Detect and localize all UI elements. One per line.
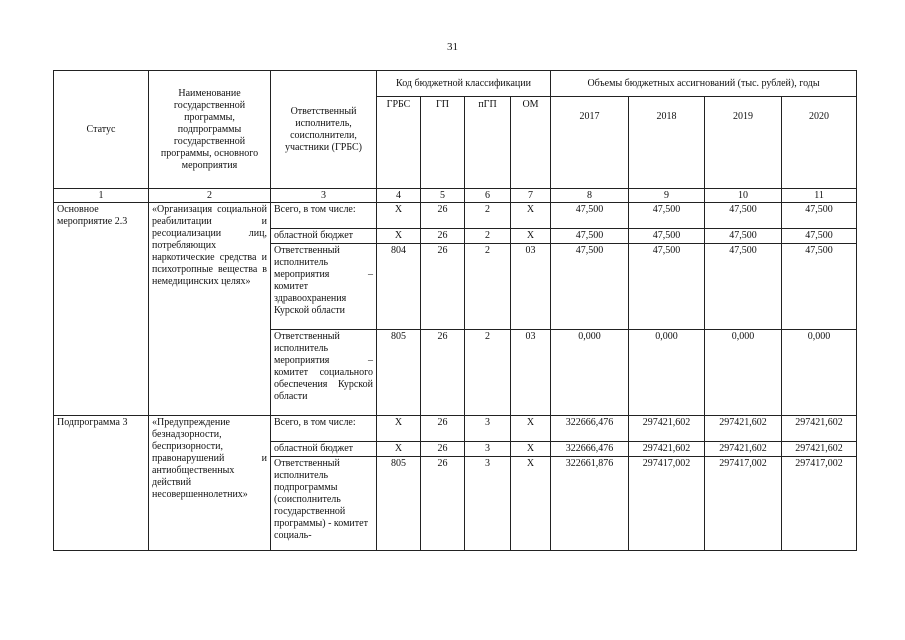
value-2017-cell: 322666,476: [551, 442, 629, 457]
header-grbs: ГРБС: [377, 97, 421, 189]
value-2019-cell: 297421,602: [705, 416, 782, 442]
value-2019-cell: 0,000: [705, 330, 782, 416]
column-number: 4: [377, 189, 421, 203]
responsible-cell: Всего, в том числе:: [271, 203, 377, 229]
responsible-cell: Всего, в том числе:: [271, 416, 377, 442]
value-2019-cell: 47,500: [705, 244, 782, 330]
header-year-2017: 2017: [551, 97, 629, 189]
gp-cell: 26: [421, 229, 465, 244]
pgp-cell: 3: [465, 416, 511, 442]
value-2018-cell: 47,500: [629, 203, 705, 229]
value-2018-cell: 47,500: [629, 244, 705, 330]
om-cell: 03: [511, 244, 551, 330]
value-2020-cell: 47,500: [782, 203, 857, 229]
column-number: 5: [421, 189, 465, 203]
value-2017-cell: 47,500: [551, 203, 629, 229]
value-2017-cell: 47,500: [551, 244, 629, 330]
responsible-cell: Ответственный исполнитель мероприятия – комитет здравоохранения Курской области: [271, 244, 377, 330]
column-number: 10: [705, 189, 782, 203]
column-number: 8: [551, 189, 629, 203]
column-number: 11: [782, 189, 857, 203]
gp-cell: 26: [421, 203, 465, 229]
value-2017-cell: 322666,476: [551, 416, 629, 442]
value-2020-cell: 297421,602: [782, 416, 857, 442]
column-numbers-row: [54, 189, 857, 203]
header-volume-group: Объемы бюджетных ассигнований (тыс. рублей), годы: [551, 71, 857, 97]
om-cell: Х: [511, 457, 551, 551]
value-2018-cell: 0,000: [629, 330, 705, 416]
value-2018-cell: 47,500: [629, 229, 705, 244]
column-number: 2: [149, 189, 271, 203]
value-2017-cell: 47,500: [551, 229, 629, 244]
grbs-cell: Х: [377, 229, 421, 244]
value-2020-cell: 47,500: [782, 244, 857, 330]
column-number: 3: [271, 189, 377, 203]
budget-table: [53, 70, 857, 551]
om-cell: Х: [511, 416, 551, 442]
value-2019-cell: 297417,002: [705, 457, 782, 551]
om-cell: Х: [511, 229, 551, 244]
responsible-cell: областной бюджет: [271, 442, 377, 457]
value-2019-cell: 297421,602: [705, 442, 782, 457]
grbs-cell: 805: [377, 330, 421, 416]
header-year-2019: 2019: [705, 97, 782, 189]
column-number: 6: [465, 189, 511, 203]
gp-cell: 26: [421, 457, 465, 551]
pgp-cell: 3: [465, 457, 511, 551]
value-2017-cell: 0,000: [551, 330, 629, 416]
value-2020-cell: 47,500: [782, 229, 857, 244]
table-row: [54, 203, 857, 229]
pgp-cell: 2: [465, 203, 511, 229]
header-name: Наименование государственной программы, подпрограммы государственной программы, основного мероприятия: [149, 71, 271, 189]
column-number: 9: [629, 189, 705, 203]
responsible-cell: Ответственный исполнитель мероприятия – комитет социального обеспечения Курской области: [271, 330, 377, 416]
om-cell: 03: [511, 330, 551, 416]
value-2018-cell: 297417,002: [629, 457, 705, 551]
grbs-cell: Х: [377, 442, 421, 457]
pgp-cell: 3: [465, 442, 511, 457]
responsible-cell: областной бюджет: [271, 229, 377, 244]
column-number: 7: [511, 189, 551, 203]
pgp-cell: 2: [465, 330, 511, 416]
responsible-cell: Ответственный исполнитель подпрограммы (соисполнитель государственной программы) - комитет социаль-: [271, 457, 377, 551]
om-cell: Х: [511, 442, 551, 457]
value-2019-cell: 47,500: [705, 203, 782, 229]
gp-cell: 26: [421, 244, 465, 330]
header-year-2018: 2018: [629, 97, 705, 189]
value-2017-cell: 322661,876: [551, 457, 629, 551]
gp-cell: 26: [421, 330, 465, 416]
status-cell: Подпрограмма 3: [54, 416, 149, 551]
grbs-cell: Х: [377, 416, 421, 442]
table-row: [54, 416, 857, 442]
header-year-2020: 2020: [782, 97, 857, 189]
header-status: Статус: [54, 71, 149, 189]
header-code-group: Код бюджетной классификации: [377, 71, 551, 97]
status-cell: Основное мероприятие 2.3: [54, 203, 149, 416]
header-om: ОМ: [511, 97, 551, 189]
name-cell: «Предупреждение безнадзорности, беспризорности, правонарушений и антиобщественных действий несовершеннолетних»: [149, 416, 271, 551]
value-2018-cell: 297421,602: [629, 416, 705, 442]
header-gp: ГП: [421, 97, 465, 189]
pgp-cell: 2: [465, 229, 511, 244]
grbs-cell: 804: [377, 244, 421, 330]
page-number: 31: [447, 41, 458, 53]
header-pgp: пГП: [465, 97, 511, 189]
value-2020-cell: 297417,002: [782, 457, 857, 551]
column-number: 1: [54, 189, 149, 203]
value-2020-cell: 297421,602: [782, 442, 857, 457]
value-2019-cell: 47,500: [705, 229, 782, 244]
gp-cell: 26: [421, 442, 465, 457]
value-2018-cell: 297421,602: [629, 442, 705, 457]
grbs-cell: 805: [377, 457, 421, 551]
grbs-cell: Х: [377, 203, 421, 229]
pgp-cell: 2: [465, 244, 511, 330]
header-responsible: Ответственный исполнитель, соисполнители, участники (ГРБС): [271, 71, 377, 189]
om-cell: Х: [511, 203, 551, 229]
gp-cell: 26: [421, 416, 465, 442]
value-2020-cell: 0,000: [782, 330, 857, 416]
name-cell: «Организация социальной реабилитации и ресоциализации лиц, потребляющих наркотические средства и психотропные вещества в немедицинских целях»: [149, 203, 271, 416]
